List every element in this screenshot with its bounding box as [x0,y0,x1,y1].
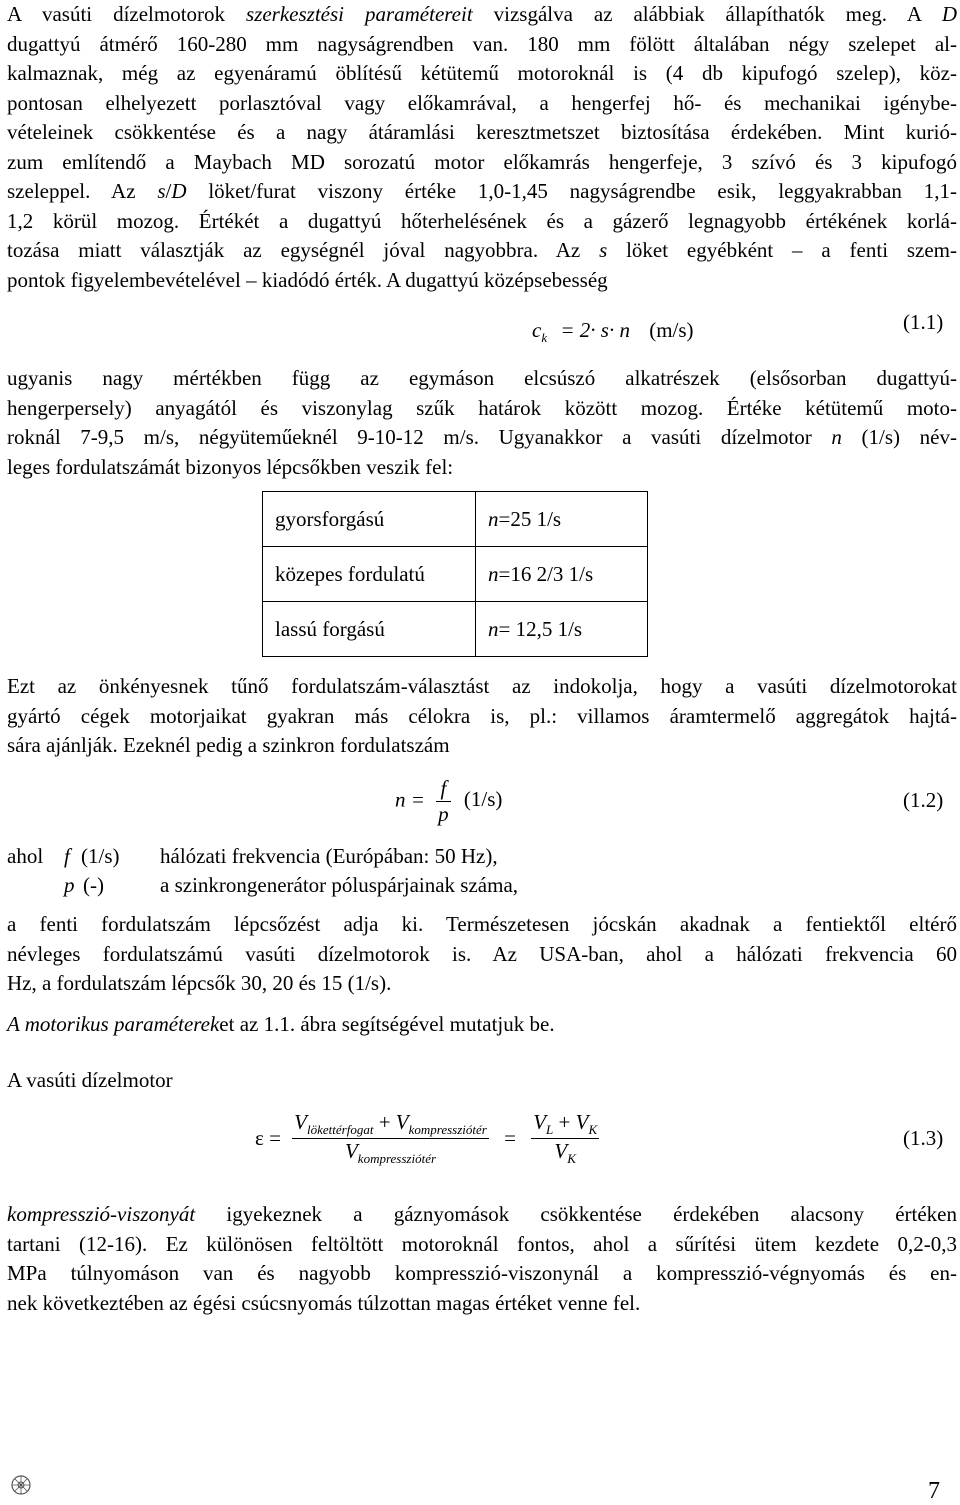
text-run: pontosan elhelyezett porlasztóval vagy előkamrával, a hengerfej hő- és mechanikai igénybe- [7,90,957,115]
f-symbol: f [64,844,70,868]
p1-line [7,236,957,266]
speed-value-cell: n=25 1/s [476,492,648,547]
text-run: dugattyú átmérő 160-280 mm nagyságrendben van. 180 mm fölött általában négy szelepet al- [7,31,957,56]
p7-line [7,1230,957,1260]
text-run: tozása miatt választják az egységnél jóval nagyobbra. Az [7,238,600,262]
text-run: ugyanis nagy mértékben függ az egymáson elcsúszó alkatrészek (elsősorban dugattyú- [7,366,957,390]
text-run: / [165,179,172,203]
speed-class-cell: gyorsforgású [263,492,476,547]
motor-params-line [7,1010,957,1040]
p-symbol: p [64,873,75,897]
text-run: D [941,2,957,26]
text-run: et az 1.1. ábra segítségével mutatjuk be. [219,1012,555,1036]
text-run: vizsgálva az alábbiak állapíthatók meg. A [472,2,942,26]
p1-line [7,89,957,119]
text-run: A vasúti dízelmotor [7,1068,173,1092]
p-description: a szinkrongenerátor póluspárjainak száma, [160,873,519,897]
text-run: gyártó cégek motorjaikat gyakran más célokra is, pl.: villamos áramtermelő aggregátok hajtá- [7,703,957,728]
p4-line [7,910,957,940]
equation-number-1-2: (1.2) [903,788,944,812]
p4-line [7,969,957,999]
publisher-logo-icon [10,1474,32,1496]
text-run: leges fordulatszámát bizonyos lépcsőkben veszik fel: [7,454,454,479]
definitions [7,842,957,900]
p-unit: (-) [83,873,104,897]
p6-line [7,1066,957,1096]
p1-line [7,148,957,178]
text-run: löket egyébként – a fenti szem- [607,238,957,262]
speed-value-cell: n=16 2/3 1/s [476,547,648,602]
equation-piston-speed: $c_k = 2\cdot s\cdot n$ (m/s) [532,318,694,345]
frequency-paragraph [7,910,957,999]
table-row [263,547,648,602]
text-run: a fenti fordulatszám lépcsőzést adja ki. Természetesen jócskán akadnak a fentiektől eltérő [7,912,957,936]
p4-line [7,940,957,970]
p3-line [7,702,957,732]
text-run: MPa túlnyomáson van és nagyobb kompresszió-viszonynál a kompresszió-végnyomás és en- [7,1261,957,1285]
text-run: Ezt az önkényesnek tűnő fordulatszám-választást az indokolja, hogy a vasúti dízelmotorokat [7,674,957,698]
text-run: szeleppel. Az [7,179,158,203]
p1-line [7,0,957,30]
f-unit: (1/s) [81,844,120,868]
intro-paragraph [7,0,957,295]
p7-line [7,1259,957,1289]
equation-compression-ratio: ε = $\frac{V_{lökettérfogat} + V_{kompressziótér}}{V_{kompressziótér}}$ = $\frac{V_L + V_K}{V_K}$ [255,1110,598,1166]
text-run: s [157,179,166,203]
equation-number-1-3: (1.3) [903,1126,944,1150]
p1-line [7,59,957,89]
p1-line [7,118,957,148]
diesel-motor-line [7,1066,957,1096]
sync-paragraph [7,672,957,761]
p2-line [7,453,957,483]
speed-value-cell: n= 12,5 1/s [476,602,648,657]
p1-line [7,30,957,60]
text-run: (1/s) név- [841,425,957,449]
f-description: hálózati frekvencia (Európában: 50 Hz), [160,844,498,868]
speed-class-cell: lassú forgású [263,602,476,657]
text-run: nek következtében az égési csúcsnyomás túlzottan magas értéket venne fel. [7,1290,641,1315]
p7-line [7,1200,957,1230]
p1-line [7,266,957,296]
p2-line [7,394,957,424]
text-run: névleges fordulatszámú vasúti dízelmotorok is. Az USA-ban, ahol a hálózati frekvencia 60 [7,941,957,966]
table-row [263,492,648,547]
page-number: 7 [928,1478,940,1504]
equation-number-1-1: (1.1) [903,310,944,334]
p3-line [7,731,957,761]
text-run: A motorikus paraméterek [7,1012,220,1036]
text-run: zum említendő a Maybach MD sorozatú motor előkamrás hengerfeje, 3 szívó és 3 kipufogó [7,149,957,174]
text-run: hengerpersely) anyagától és viszonylag szűk határok között mozog. Értéke kétütemű moto- [7,395,957,420]
text-run: Hz, a fordulatszám lépcsők 30, 20 és 15 (1/s). [7,971,392,995]
text-run: n [831,425,842,449]
ahol-label: ahol [7,844,44,868]
text-run: pontok figyelembevételével – kiadódó érték. A dugattyú középsebesség [7,267,608,292]
text-run: roknál 7-9,5 m/s, négyüteműeknél 9-10-12 m/s. Ugyanakkor a vasúti dízelmotor [7,425,832,449]
p2-line [7,364,957,394]
text-run: vételeinek csökkentése és a nagy átáramlási keresztmetszet biztosítása érdekében. Mint kurió- [7,120,957,144]
text-run: A vasúti dízelmotorok [7,2,247,26]
speed-class-cell: közepes fordulatú [263,547,476,602]
p1-line [7,177,957,207]
text-run: D [171,179,187,203]
text-run: löket/furat viszony értéke 1,0-1,45 nagyságrendbe esik, leggyakrabban 1,1- [186,179,957,203]
table-row [263,602,648,657]
p5-line [7,1010,957,1040]
text-run: tartani (12-16). Ez különösen feltöltött motoroknál fontos, ahol a sűrítési ütem kezdete 0,2-0,3 [7,1231,957,1256]
text-run: szerkesztési paramétereit [246,2,473,26]
compression-paragraph [7,1200,957,1318]
p7-line [7,1289,957,1319]
p2-line [7,423,957,453]
rev-speed-table [262,491,648,657]
text-run: igyekeznek a gáznyomások csökkentése érdekében alacsony értéken [195,1202,957,1226]
equation-sync-speed: n = $\frac{f}{p}$ (1/s) [395,776,503,826]
text-run: kalmaznak, még az egyenáramú öblítésű kétütemű motoroknál is (4 db kipufogó szelep), köz- [7,61,957,85]
p3-line [7,672,957,702]
text-run: s [599,238,608,262]
text-run: sára ajánlják. Ezeknél pedig a szinkron fordulatszám [7,733,450,757]
p1-line [7,207,957,237]
text-run: kompresszió-viszonyát [7,1202,196,1226]
speed-paragraph [7,364,957,482]
text-run: 1,2 körül mozog. Értékét a dugattyú hőterhelésének és a gázerő legnagyobb értékének korlá- [7,208,957,233]
